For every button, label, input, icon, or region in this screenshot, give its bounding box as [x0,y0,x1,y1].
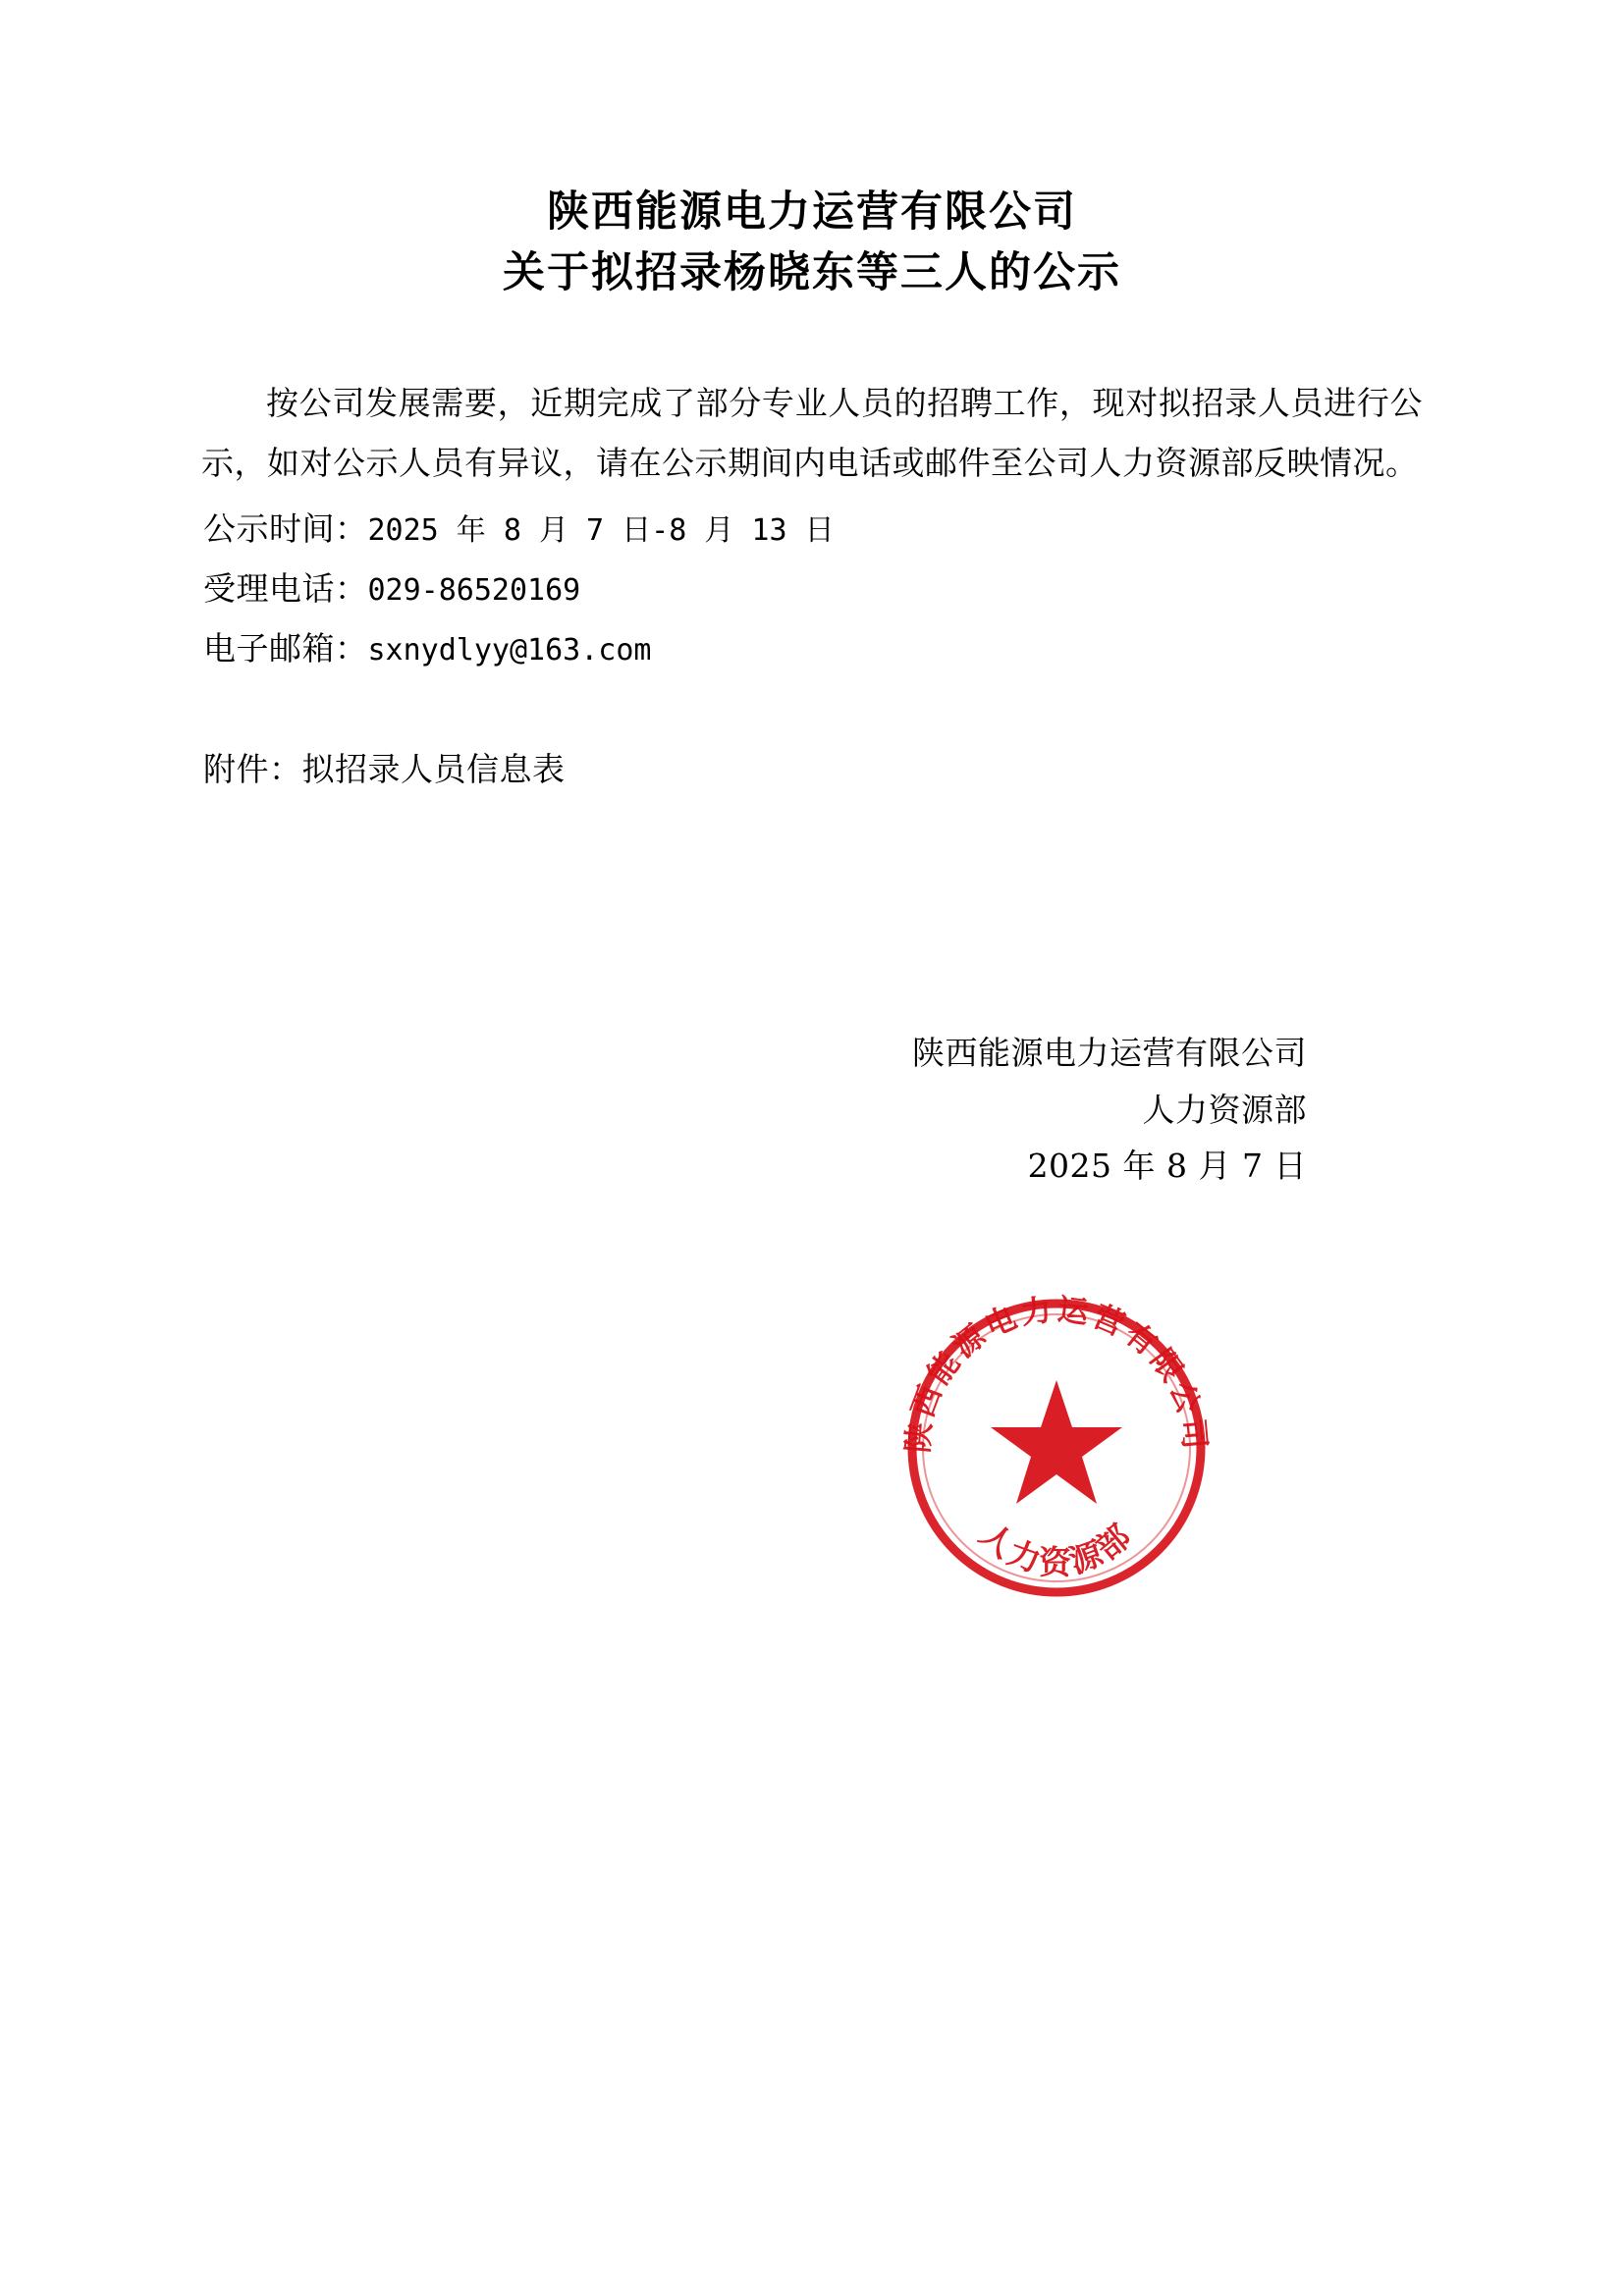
seal-outer-text: 陕西能源电力运营有限公司 [900,1292,1213,1455]
seal-inner-text: 人力资源部 [972,1515,1141,1581]
title-line-2: 关于拟招录杨晓东等三人的公示 [503,248,1121,298]
publicity-period [201,499,1423,559]
contact-email [201,618,1423,678]
signature-department: 人力资源部 [1142,1090,1307,1129]
signature-date: 2025 年 8 月 7 日 [1027,1147,1307,1186]
contact-phone-value: 029-86520169 [367,572,581,608]
contact-phone-label: 受理电话： [203,568,368,608]
signature-block [201,1025,1423,1195]
title-line-1: 陕西能源电力运营有限公司 [547,187,1077,237]
contact-email-value: sxnydlyy@163.com [367,632,652,667]
contact-email-label: 电子邮箱： [203,628,368,667]
attachment-note: 附件：拟招录人员信息表 [203,749,566,788]
contact-phone [201,559,1423,618]
signature-company: 陕西能源电力运营有限公司 [912,1033,1307,1072]
publicity-period-label: 公示时间： [203,508,368,548]
page-title [201,182,1423,304]
publicity-period-value: 2025 年 8 月 7 日-8 月 13 日 [367,512,835,548]
main-paragraph: 按公司发展需要，近期完成了部分专业人员的招聘工作，现对拟招录人员进行公示，如对公示人员有异议，请在公示期间内电话或邮件至公司人力资源部反映情况。 [201,383,1423,482]
